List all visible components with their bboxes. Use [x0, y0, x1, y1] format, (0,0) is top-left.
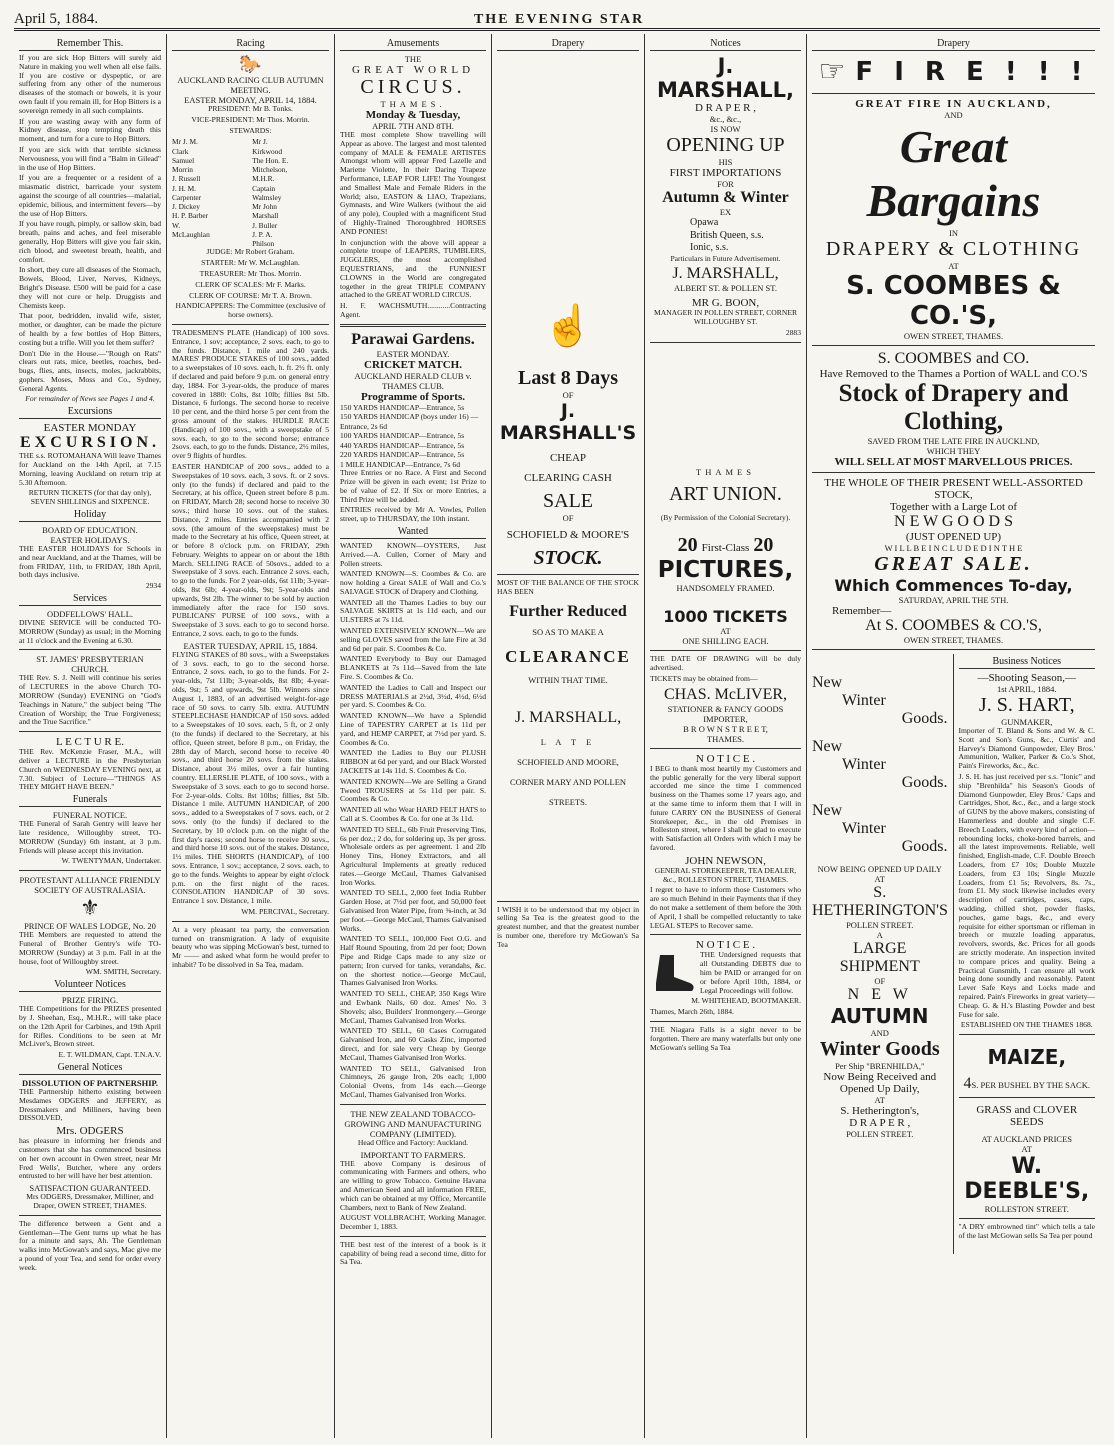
list-item: WANTED KNOWN—We are Selling a Grand Tweed TROUSERS at 5s 11d per pair. S. Coombes & Co. [340, 776, 486, 804]
list-item: H. P. Barber [172, 211, 209, 221]
headline: AUTUMN [830, 1004, 929, 1028]
boot-icon [650, 953, 696, 993]
headline: J. MARSHALL, [656, 54, 794, 102]
headline: AT [948, 261, 959, 271]
paragraph: MOST OF THE BALANCE OF THE STOCK HAS BEEN [497, 578, 639, 596]
headline: AT [874, 1095, 885, 1105]
headline: D R A P E R , [849, 1117, 911, 1129]
columns [14, 34, 1100, 1438]
headline: New [812, 674, 843, 691]
list-item: J. H. M. Carpenter [172, 183, 202, 202]
paragraph: In short, they cure all diseases of the Stomach, Bowels, Blood, Liver, Nerves, Kidneys, Bright's Disease. £500 will be paid for a case they will not cure or help. Druggists and Chemists keep. [19, 265, 161, 310]
headline: 20 [753, 534, 774, 557]
headline: SATURDAY, APRIL THE 5TH. [898, 595, 1009, 605]
section-heading: Funerals [19, 794, 161, 807]
headline: Great Bargains [866, 121, 1041, 226]
paragraph: If you are sick with that terrible sickness Nervousness, you will find a "Balm in Gilead" in the use of Hop Bitters. [19, 144, 161, 172]
headline: CIRCUS. [360, 76, 466, 98]
headline: SAVED FROM THE LATE FIRE IN AUCKLND, [867, 436, 1040, 446]
headline: AT [1021, 1144, 1032, 1155]
list-item: WANTED the Ladies to Buy our PLUSH RIBBON at 6d per yard, and our Black Worsted JACKETS at 14s 11d. S. Coombes & Co. [340, 748, 486, 776]
headline: THAMES. [706, 733, 745, 744]
headline: SALE [543, 490, 593, 512]
headline: GREAT WORLD [351, 64, 475, 76]
headline: AND [870, 1028, 889, 1038]
headline: WILL SELL AT MOST MARVELLOUS PRICES. [834, 456, 1073, 468]
paragraph: If you are sick Hop Bitters will surely aid Nature in making you well when all else fails. If you are costive or dyspeptic, or are suffering from any other of the numerous diseases of the stomach or bowels, it is your own fault if you remain ill, for Hop Bitters is a sovereign remedy in all such complaints. [19, 53, 161, 115]
headline: Winter [842, 820, 886, 837]
headline: Last 8 Days [517, 367, 618, 389]
list-item: 1 MILE HANDICAP—Entrance, 7s 6d [340, 459, 461, 469]
headline: AUCKLAND RACING CLUB AUTUMN MEETING. [177, 75, 324, 95]
paragraph: FLYING STAKES of 80 sovs., with a Sweepstakes of 3 sovs. each, to go to the second horse. Entrance, 2 sovs. each, to go to the funds. For 2-year-olds, 7st 11lb; 3-year-olds, 8st 8lb; 4-year-olds, 9st; 5 and upwards, 9st 5lb. Winners since August 1, 1883, of an advertised weight-for-age race of 50 sovs. to carry 5lb. extra. AUTUMN STEEPLECHASE HANDICAP of 150 sovs. added to a Sweepstakes of 10 sovs. each, 5 ft, or 2 only (to the funds) if declared to the Secretary, at his office, Queen street, before 8 p.m., on Friday, the 28th day of March, second horse to receive 40 sovs., and third horse 20 sovs. from the stakes. Distance, about 3½ miles, over a fair hunting country. ELLERSLIE PLATE, of 100 sovs., with a Sweepstake of 3 sovs. each to go to second horse. For 2-year-olds. Colts. 8st 10lbs; fillies, 8st 5lb. Distance 1 mile. AUTUMN HANDICAP, of 200 sovs., added to a Sweepstakes of 7 sovs. each, or 2 sovs. only (to the funds) if declared to the Secretary, by 10 o'clock p.m. on the night of the first day's races; second horse to receive 30 sovs., and third horse 10 sovs. out of the stakes. Distance, 1½ miles. THE SHORTS (HANDICAP), of 100 sovs. Entrance, 1 sov.; acceptance, 2 sovs. each, to go to the funds. Weights to appear by eight o'clock p.m. on the first night of the races. CONSOLATION HANDICAP of 30 sovs. Entrance 1 sov. Distance, 1 mile. [172, 649, 329, 906]
signature: Mrs ODGERS, Dressmaker, Milliner, and Draper, OWEN STREET, THAMES. [26, 1192, 154, 1210]
signature: M. WHITEHEAD, BOOTMAKER. [691, 996, 801, 1006]
headline: PROTESTANT ALLIANCE FRIENDLY SOCIETY OF AUSTRALASIA. [19, 875, 161, 896]
paragraph: JUDGE: Mr Robert Graham. [206, 247, 295, 257]
signature: H. F. WACHSMUTH............Contracting Agent. [340, 301, 486, 319]
headline: SCHOFIELD AND MOORE, [517, 756, 619, 767]
list-item: Samuel Morrin [172, 155, 195, 175]
headline: ART UNION. [669, 482, 782, 505]
paragraph: MANAGER IN POLLEN STREET, CORNER WILLOUGHBY ST. [653, 308, 798, 327]
headline: STOCK. [533, 547, 603, 569]
list-item: W. McLaughlan [172, 220, 210, 239]
paragraph: THE Competitions for the PRIZES presented by J. Sheehan, Esq., M.H.R., will take place on the 12th April for Carbines, and 19th April for Rifles. Conditions to be seen at Mr McLiver's, Brown street. [19, 1004, 161, 1049]
headline: ST. JAMES' PRESBYTERIAN CHURCH. [36, 654, 144, 675]
paragraph: HANDICAPPERS: The Committee (exclusive of horse owners). [175, 301, 326, 320]
masthead [14, 6, 1100, 31]
headline: EASTER MONDAY [43, 422, 137, 435]
bottom-split [812, 654, 1095, 1254]
headline: N E W G O O D S [894, 513, 1013, 530]
signature: WM. SMITH, Secretary. [85, 967, 161, 977]
paragraph: DIVINE SERVICE will be conducted TO-MORROW (Sunday) as usual; in the Morning at 11 o'clock and the Evening at 6.30. [19, 618, 161, 645]
signature: W. TWENTYMAN, Undertaker. [61, 856, 161, 866]
headline: J. S. HART, [978, 694, 1075, 716]
list-item: Captain Walmsley [252, 183, 282, 202]
headline: FUNERAL NOTICE. [52, 810, 128, 821]
headline: AND [944, 110, 963, 120]
sports-list [340, 403, 486, 469]
headline: PICTURES, [657, 557, 794, 584]
paragraph: THE Members are requested to attend the Funeral of Brother Gentry's wife TO-MORROW (Sunday) at 3 p.m. Fall in at the house, foot of Willoughby street. [19, 930, 161, 966]
list-item: WANTED all who Wear HARD FELT HATS to Call at S. Coombes & Co. for one at 3s 11d. [340, 805, 486, 824]
paragraph: In conjunction with the above will appear a complete troupe of LEAPERS, TUMBLERS, JUGGLERS, the most accomplished EQUESTRIANS, and the FUNNIEST CLOWNS in the World are congregated together in the great TRIPLE COMPANY attached to the GREAT WORLD CIRCUS. [340, 237, 486, 300]
list-item: WANTED TO SELL, 100,000 Feet O.G. and Half Round Spouting, from 2d per foot; Down Pipe and Ridge Caps made to any size or pattern; Iron curved for tanks, verandahs, &c. on the shortest notice.—George McCaul, Thames Galvanised Iron Works. [340, 934, 486, 988]
headline: S. PER BUSHEL BY THE SACK. [971, 1080, 1090, 1091]
headline: IN [949, 228, 958, 238]
headline: N E W [847, 986, 912, 1003]
list-item: WANTED TO SELL, 60 Cases Corrugated Galvanised Iron, and 60 Casks Zinc, imported direct, and for sale very Cheap by George McCaul, Thames Galvanised Iron Works. [340, 1026, 486, 1062]
stewards-list [172, 137, 329, 248]
stewards-left [172, 137, 249, 248]
headline: POLLEN STREET. [846, 1129, 914, 1139]
section-heading: Drapery [497, 38, 639, 51]
list-item: Mr John Marshall [252, 202, 279, 221]
paragraph: STARTER: Mr W. McLaughlan. [201, 258, 300, 268]
headline: DRAPERY & CLOTHING [825, 238, 1082, 260]
paragraph: CLERK OF COURSE: Mr T. A. Brown. [189, 290, 312, 300]
column-1 [14, 34, 167, 1438]
list-item: The Hon. E. Mitchelson, M.H.R. [252, 155, 289, 184]
headline: WHICH THEY [926, 446, 981, 456]
paragraph: TRADESMEN'S PLATE (Handicap) of 100 sovs. Entrance, 1 sov; acceptance, 2 sovs. each, to go to the funds. Distance, 1 mile and 240 yards. MARES' PRODUCE STAKES of 100 sovs., added to a sweepstakes of 10 sovs. each, h. ft. 2½ ft. only if declared and paid before 9 p.m. on general entry day, 1884. For 3-year-olds, the produce of mares covered in 1880: Colts, 8st 10lb; fillies 8st 5lb. Distance, 6 furlongs. The second horse to receive 10 per cent, and the third horse 5 per cent from the gross amount of the stakes. HURDLE RACE (Handicap) of 100 sovs., with a sweepstake of 5 sovs. each, to go to the second horse; entrance 2sovs. each, to go to the funds. Distance, 2½ miles, over 9 flights of hurdles. [172, 327, 329, 461]
horse-icon: 🐎 [239, 54, 262, 74]
paragraph: J. S. H. has just received per s.s. "Ionic" and ship "Brenhilda" his Season's Goods of Diamond Gunpowder, Eley Bros.' Caps and Cartridges, Shot, &c., &c., and a large stock of GUNS by the above makers, consisting of Hammerless and double and single C.F. Breech Loaders, with every kind of action—rebounding locks, choke-bored barrels, and all the latest improvements. Reliable, well finished, English-made, C.F. Double Breech Loaders, from £7 10s; Double Muzzle Loaders, from £3 10s; Single Muzzle Loaders, from £1 5s; Revolvers, 8s. 7s., from £1. My stock likewise includes every description of cartridges, cases, caps, wadding, chilled shot, powder flasks, pouches, game bags, &c., and every requisite for either sportsman or rifleman in breech or muzzle loading apparatus, revolvers, swords, &c. Prices for all goods are strictly moderate. An inspection invited to compare prices and quality. Being a Practical Gunsmith, I can ensure all work being done soundly and reasonably. Patent Lever Safe Keys and Locks made and repaired. Pain's Fireworks in great variety—Cheap. G. & H.'s Blasting Powder and best Fuse for sale. [958, 771, 1095, 1019]
headline: OWEN STREET, THAMES. [903, 635, 1004, 645]
headline: SCHOFIELD & MOORE'S [506, 529, 630, 541]
headline: J. MARSHALL'S [499, 400, 637, 444]
headline: GREAT FIRE IN AUCKLAND, [855, 98, 1052, 110]
paragraph: VICE-PRESIDENT: Mr Thos. Morrin. [191, 114, 310, 124]
headline: L E C T U R E. [56, 736, 124, 749]
signature: E. T. WILDMAN, Capt. T.N.A.V. [58, 1050, 161, 1060]
paragraph: Particulars in Future Advertisement. [670, 253, 781, 263]
paragraph: STEWARDS: [229, 125, 272, 135]
headline: 1000 TICKETS [663, 607, 788, 627]
list-item: Opawa [690, 217, 719, 228]
column-3 [335, 34, 492, 1438]
masthead-title: THE EVENING STAR [473, 12, 645, 27]
headline: GRASS and CLOVER [976, 1104, 1078, 1117]
paragraph: "A DRY embrowned tint" which tells a tale of the last McGowan sells Sa Tea per pound [958, 1222, 1095, 1240]
headline: Per Ship "BRENHILDA," [835, 1061, 925, 1071]
section-heading: Business Notices [959, 656, 1096, 669]
column-6 [807, 34, 1100, 1438]
section-heading: Amusements [340, 38, 486, 51]
headline: W. DEEBLE'S, [964, 1154, 1090, 1205]
headline: D R A P E R , [694, 102, 757, 114]
paragraph: THE Funeral of Sarah Gentry will leave her late residence, Willoughby street, TO-MORROW (Sunday) 6th instant, at 3 p.m. Friends will please accept this invitation. [19, 819, 161, 855]
section-heading: Racing [172, 38, 329, 51]
paragraph: Importer of T. Bland & Sons and W. & C. Scott and Son's Guns, &c., Curtis' and Harvey's Diamond Gunpowder, Eley Bros.' Ammunition, Walker, Parker & Co.'s Shot, Pain's Fireworks, &c., &c. [958, 726, 1095, 771]
headline: AT [720, 626, 731, 637]
headline: EXCURSION. [19, 434, 160, 452]
paragraph: THE Rev. McKenzie Fraser, M.A., will deliver a LECTURE in the Presbyterian Church on WEDNESDAY EVENING next, at 7.30. Subject of Lecture—"THINGS AS THEY MIGHT HAVE BEEN." [19, 747, 161, 792]
headline: BOARD OF EDUCATION. [42, 525, 138, 536]
section-heading: Holiday [19, 509, 161, 522]
headline: STATIONER & FANCY GOODS [667, 703, 784, 714]
list-item: Mr J. M. Clark [172, 137, 198, 156]
headline: 20 [677, 534, 698, 557]
headline: W I L L B E I N C L U D E D I N T H E [884, 543, 1023, 553]
section-heading: Services [19, 593, 161, 606]
section-heading: Wanted [340, 526, 486, 539]
headline: EASTER TUESDAY, APRIL 15, 1884. [183, 640, 318, 651]
headline: LARGE SHIPMENT [839, 940, 920, 975]
paragraph: THE EASTER HOLIDAYS for Schools in and near Auckland, and at the Thames, will be from FRIDAY, 11th, to FRIDAY, 18th April, both days inclusive. [19, 544, 161, 580]
headline: ODDFELLOWS' HALL. [46, 609, 134, 620]
list-item: WANTED all the Thames Ladies to buy our SALVAGE SKIRTS at 1s 11d each, and our ULSTERS at 7s 11d. [340, 597, 486, 625]
paragraph: THE above Company is desirous of communicating with Farmers and others, who are willing to grow Tobacco. Genuine Havana and American Seed and all information FREE, which can be obtained at my Office, Mercantile Chambers, next to Bank of New Zealand. [340, 1158, 486, 1212]
list-item: Ionic, s.s. [690, 242, 729, 253]
section-heading: Remember This. [19, 38, 161, 51]
headline: A [876, 930, 883, 940]
column-2 [167, 34, 335, 1438]
headline: MAIZE, [987, 1045, 1067, 1070]
headline: PRIZE FIRING. [61, 995, 119, 1006]
section-heading: General Notices [19, 1062, 161, 1075]
section-heading: Notices [650, 38, 801, 51]
headline: CORNER MARY AND POLLEN [509, 776, 627, 787]
list-item: J. Dickey [172, 202, 200, 212]
headline: Mrs. ODGERS [56, 1125, 124, 1138]
paragraph: THE s.s. ROTOMAHANA Will leave Thames for Auckland on the 14th April, at 7.15 Morning, leaving Auckland on return trip at 5.30 Afternoon. [19, 451, 161, 487]
column-5 [645, 34, 807, 1438]
headline: STREETS. [548, 796, 588, 807]
stewards-right [252, 137, 329, 248]
hetherington-ad [812, 654, 954, 1254]
paragraph: THE Rev. S. J. Neill will continue his series of LECTURES in the above Church TO-MORROW (Sunday) EVENING on "God's Teachings in Nature," the subject being "The Creation of Worship; the True Forgiveness; and the True Sacrifice." [19, 673, 161, 727]
headline: WITHIN THAT TIME. [528, 674, 608, 685]
paragraph: At a very pleasant tea party, the conversation turned on transmigration. A lady of exquisite beauty who was sipping McGowan's best, turned to Mr —— and asked what form he would prefer to inhabit? To be dissolved in Sa Tea, madam. [172, 924, 329, 969]
paragraph: I regret to have to inform those Customers who are so much Behind in their Payments that if they do not make a settlement of them before the 30th of April, I shall be compelled reluctantly to take LEGAL STEPS to Recover same. [650, 885, 801, 930]
list-item: 100 YARDS HANDICAP—Entrance, 5s [340, 431, 465, 441]
headline: Further Reduced [509, 602, 627, 620]
paragraph: THE DATE OF DRAWING will be duly advertised. [650, 654, 801, 673]
headline: S. HETHERINGTON'S [812, 884, 948, 919]
ships-list [650, 217, 801, 255]
list-item: WANTED TO SELL, CHEAP, 350 Kegs Wire and Ewbank Nails, 60 doz. Ames' No. 3 Shovels; also, Builders' Ironmongery.—George McCaul, Thames Galvanised Iron Works. [340, 989, 486, 1025]
headline: &c., &c., [709, 114, 742, 124]
pointing-hand-icon: ☝ [543, 303, 593, 348]
ad-number: 2883 [785, 327, 801, 337]
headline: Now Being Received and Opened Up Daily, [823, 1071, 937, 1095]
headline: Autumn & Winter [662, 189, 789, 206]
paragraph: EASTER HANDICAP of 200 sovs., added to a Sweepstakes of 10 sovs. each, 3 sovs. ft. or 2 sovs. only (to the funds) if declared and paid to the Secretary, at his office, Queen street before 8 p.m. on FRIDAY, March 28; second horse to receive 30 sovs.; third horse 10 sovs. out of the stakes. Distance, 2 miles. Entries accompanied with 2 sovs. (the amount of the sweepstakes) must be made to the Secretary at his office, Queen street, at or before 8 o'clock p.m. on FRIDAY, 29th February. Weights to appear on or about the 18th March. SELLING RACE of 50sovs., added to a Sweepstake of 3 sovs. each. Entrance 2 sovs. each, to go to the funds. For 2 year-olds, 6st 11lb; 3-year-olds, 8st 6lb; 4-year-olds, 9st; 5-year-olds and upwards, 9st 2lb. The winner to be sold by auction immediately after the race for 150 sovs. PUBLICANS' PURSE of 100 sovs., with a Sweepstake of 3 sovs. each to go to second horse. Entrance, 2 sovs. each, to go to the funds. [172, 461, 329, 639]
headline: B R O W N S T R E E T, [683, 723, 768, 734]
paragraph: If you are wasting away with any form of Kidney disease, stop tempting death this moment, and turn for a cure to Hop Bitters. [19, 116, 161, 144]
pointing-hand-icon: ☞ [818, 55, 846, 88]
headline: THE NEW ZEALAND TOBACCO-GROWING AND MANUFACTURING COMPANY (LIMITED). [344, 1108, 482, 1139]
headline: Winter Goods [819, 1038, 940, 1060]
headline: Have Removed to the Thames a Portion of WALL and CO.'S [819, 368, 1088, 380]
list-item: J. Russell [172, 174, 201, 184]
paragraph: THE Partnership hitherto existing between Mesdames ODGERS and JEFFERY, as Dressmakers and Milliners, having been DISSOLVED, [19, 1086, 161, 1123]
paragraph: If you are a frequenter or a resident of a miasmatic district, barricade your system against the scourge of all countries—malarial, epidemic, bilious, and intermittent fevers—by the use of Hop Bitters. [19, 173, 161, 218]
headline: OPENING UP [666, 134, 785, 156]
headline: Goods. [901, 710, 948, 727]
headline: AT [874, 874, 885, 884]
headline: HIS [718, 157, 733, 167]
headline: JOHN NEWSON, [685, 854, 766, 867]
list-item: British Queen, s.s. [690, 229, 764, 241]
paragraph: The difference between a Gent and a Gentleman—The Gent turns up what he has for a minute and says, Ah. The Gentleman walks into McGowan's and says, Mac give me a pound of your Tea, and send for order every week. [19, 1218, 161, 1272]
list-item: WANTED EXTENSIVELY KNOWN—We are selling GLOVES saved from the late Fire at 3d and 6d per pair. S. Coombes & Co. [340, 626, 486, 653]
list-item: WANTED TO SELL, Galvanised Iron Chimneys, 26 gauge Iron, 20s each; 1,000 Colonial Ovens, from 14s each.—George McCaul, Thames Galvanised Iron Works. [340, 1063, 486, 1099]
headline: OF [874, 976, 886, 986]
headline: GREAT SALE. [874, 553, 1033, 575]
list-item: 440 YARDS HANDICAP—Entrance, 5s [340, 440, 465, 450]
paragraph: ESTABLISHED ON THE THAMES 1868. [960, 1020, 1093, 1030]
headline: ROLLESTON STREET. [984, 1204, 1069, 1215]
headline: Winter [842, 756, 886, 773]
paragraph: PRESIDENT: Mr B. Tonks. [208, 104, 293, 113]
headline: EASTER MONDAY, APRIL 14, 1884. [184, 95, 317, 105]
crest-icon: ⚜ [80, 895, 100, 921]
headline: EX [719, 207, 732, 217]
headline: Winter [842, 692, 886, 709]
headline: IMPORTANT TO FARMERS. [360, 1149, 466, 1160]
headline: Remember— [832, 605, 892, 617]
headline: First-Class [701, 542, 750, 555]
headline: ALBERT ST. & POLLEN ST. [674, 283, 777, 294]
paragraph: Three Entries or no Race. A First and Second Prize will be given in each event; 1st Prize to be of value of £2. If Six or more Entries, a Third Prize will be added. [340, 468, 486, 504]
list-item: WANTED TO SELL, 2,000 feet India Rubber Garden Hose, at 7½d per foot, and 50,000 feet Galvanised Iron Water Pipe, from ⅜-inch, at 3d per foot.—George McCaul, Thames Galvanised Works. [340, 888, 486, 933]
list-item: J. P. A. Philson [252, 229, 275, 249]
headline: GUNMAKER, [1001, 717, 1053, 727]
ad-number: 2934 [145, 581, 161, 591]
headline: L A T E [540, 736, 596, 747]
headline: THAMES. [380, 99, 446, 109]
wanted-list [340, 542, 486, 1100]
paragraph: CLERK OF SCALES: Mr F. Marks. [195, 279, 306, 289]
paragraph: GENERAL STOREKEEPER, TEA DEALER, &c., ROLLESTON STREET, THAMES. [654, 865, 797, 884]
headline: SATISFACTION GUARANTEED. [29, 1183, 151, 1194]
list-item: J. Buller [252, 220, 278, 230]
headline: CHEAP [549, 452, 587, 464]
headline: EASTER HOLIDAYS. [50, 535, 130, 546]
headline: THE WHOLE OF THEIR PRESENT WELL-ASSORTED STOCK, [824, 477, 1083, 501]
headline: Programme of Sports. [361, 390, 465, 403]
paragraph: For remainder of News see Pages 1 and 4. [25, 394, 155, 404]
headline: POLLEN STREET. [846, 920, 914, 930]
list-item: WANTED KNOWN—S. Coombes & Co. are now holding a Great SALE of Wall and Co.'s SALVAGE STOCK of Drapery and Clothing. [340, 569, 486, 596]
headline: IMPORTER, [703, 713, 748, 724]
headline: N O T I C E . [695, 752, 756, 765]
paragraph: ENTRIES received by Mr A. Vowles, Pollen street, up to THURSDAY, the 10th instant. [340, 505, 486, 524]
business-notices [954, 654, 1096, 1254]
headline: J. MARSHALL, [514, 708, 622, 726]
signature: WM. PERCIVAL, Secretary. [241, 906, 329, 916]
paragraph: That poor, bedridden, invalid wife, sister, mother, or daughter, can be made the picture of health by a few bottles of Hop Bitters, costing but a trifle. Will you let them suffer? [19, 311, 161, 347]
headline: Goods. [901, 838, 948, 855]
headline: HANDSOMELY FRAMED. [676, 583, 775, 594]
headline: NOW BEING OPENED UP DAILY [817, 864, 942, 874]
paragraph: I WISH it to be understood that my object in selling Sa Tea is the greatest good to the greatest number, and that the greatest number is number one, therefore try McGowan's Sa Tea [497, 904, 639, 949]
headline: J. MARSHALL, [672, 265, 779, 283]
list-item: Mr J. Kirkwood [252, 137, 283, 156]
headline: Which Commences To-day, [834, 576, 1073, 595]
paragraph: TICKETS may be obtained from— [650, 674, 758, 684]
headline: MR G. BOON, [691, 297, 760, 310]
masthead-date: April 5, 1884. [14, 11, 99, 27]
list-item: WANTED KNOWN—We have a Splendid Line of TAPESTRY CARPET at 1s 11d per yard, and HEMP CARPET, at 7½d per yard. S. Coombes & Co. [340, 711, 486, 747]
headline: OF [562, 390, 574, 400]
list-item: WANTED TO SELL, 6lb Fruit Preserving Tins, 6s per doz.; 2 do, for soldering up, 3s per gross. Wholesale orders as per agreement. 1 and 2lb Honey Tins, Honey Extractors, and all Agricultural Implements at greatly reduced rates.—George McCaul, Thames Galvanised Iron Works. [340, 824, 486, 887]
list-item: 150 YARDS HANDICAP—Entrance, 5s [340, 402, 465, 412]
paragraph: Head Office and Factory: Auckland. [357, 1137, 469, 1147]
headline: OF [562, 513, 574, 523]
list-item: 220 YARDS HANDICAP—Entrance, 5s [340, 450, 465, 460]
paragraph: THE most complete Show travelling will Appear as above. The largest and most talented company of MALE & FEMALE ARTISTES Amongst whom will appear Fred Lazelle and Mariette Violette, In their Daring Trapeze Performance, LEAP FOR LIFE! The Youngest and Smallest Male and Female Riders in the World; also, EASTON & LIAO, Trapezians, Gymnasts, and Wire Walkers (without the aid of any pole), Coupled with a magnificent Stud of Highly-Trained Thoroughbred HORSES AND PONIES! [340, 130, 486, 236]
headline: CLEARING CASH [524, 472, 612, 484]
headline: FIRST IMPORTATIONS [669, 167, 782, 179]
paragraph: Don't Die in the House.—"Rough on Rats" clears out rats, mice, beetles, roaches, bed-bugs, flies, ants, insects, moles, jackrabbits, gophers. Moses, Moss and Co., Sydney, General Agents. [19, 348, 161, 393]
paragraph: THE best test of the interest of a book is it capability of being read a second time, ditto for Sa Tea. [340, 1239, 486, 1267]
paragraph: If you have rough, pimply, or sallow skin, bad breath, pains and aches, and feel miserable generally, Hop Bitters will give you fair skin, rich blood, and sweetest breath, health, and comfort. [19, 219, 161, 264]
headline: Parawai Gardens. [351, 330, 475, 348]
list-item: WANTED Everybody to Buy our Damaged BLANKETS at 7s 11d—Saved from the late Fire. S. Coombes & Co. [340, 654, 486, 682]
paragraph: has pleasure in informing her friends and customers that she has commenced business on her own account in Owen street, near Mr Fred Wells', Butcher, where any orders entrusted to her will have her best attention. [19, 1136, 161, 1181]
headline: F I R E ! ! ! [855, 56, 1089, 87]
headline: DISSOLUTION OF PARTNERSHIP. [21, 1077, 159, 1088]
headline: THAMES [696, 466, 755, 477]
headline: SO AS TO MAKE A [532, 626, 604, 637]
headline: Goods. [901, 774, 948, 791]
signature: AUGUST VOLLBRACHT, Working Manager. December 1, 1883. [340, 1213, 486, 1232]
paragraph: THE Undersigned requests that all Outstanding DEBTS due to him be PAID or arranged for on or before April 10th, 1884, or Legal Proceedings will follow. [700, 950, 801, 995]
paragraph: TREASURER: Mr Thos. Morrin. [199, 268, 302, 278]
section-heading: Excursions [19, 406, 161, 419]
headline: THE [404, 54, 422, 64]
list-item: 150 YARDS HANDICAP (boys under 16) —Entrance, 2s 6d [340, 412, 479, 431]
headline: (JUST OPENED UP) [905, 531, 1002, 543]
column-4 [492, 34, 645, 1438]
headline: Stock of Drapery and Clothing, [838, 380, 1069, 435]
headline: OWEN STREET, THAMES. [903, 331, 1004, 341]
headline: At S. COOMBES & CO.'S, [865, 617, 1042, 634]
headline: CRICKET MATCH. [364, 358, 462, 371]
headline: EASTER MONDAY. [376, 348, 450, 359]
section-heading: Volunteer Notices [19, 979, 161, 992]
headline: N O T I C E . [695, 939, 756, 952]
paragraph: I BEG to thank most heartily my Customers and the public generally for the very liberal support accorded me since the time I commenced business on the Thames some 17 years ago, and at the same time to inform them that I will in future CARRY ON the BUSINESS of General Storekeeper, &c., in the old Premises in Rolleston street, where I shall be glad to execute with Satisfaction all Orders with which I may be favored. [650, 763, 801, 853]
headline: APRIL 7TH AND 8TH. [372, 121, 454, 131]
headline: IS NOW [710, 124, 741, 134]
headline: 1st APRIL, 1884. [996, 684, 1057, 694]
headline: SEEDS [1009, 1116, 1044, 1129]
headline: —Shooting Season,— [977, 672, 1076, 684]
headline: S. COOMBES and CO. [877, 350, 1030, 367]
headline: 4 [963, 1075, 972, 1093]
headline: Monday & Tuesday, [365, 109, 461, 121]
section-heading: Drapery [812, 38, 1095, 51]
headline: CLEARANCE [505, 646, 631, 666]
headline: PRINCE OF WALES LODGE, No. 20 [24, 921, 156, 932]
headline: S. COOMBES & CO.'S, [846, 271, 1061, 331]
list-item: WANTED the Ladies to Call and Inspect our DRESS MATERIALS at 2½d, 3½d, 4½d, 6½d per yard. S. Coombes & Co. [340, 682, 486, 710]
list-item: WANTED KNOWN—OYSTERS, Just Arrived.—A. Cullen, Corner of Mary and Pollen streets. [340, 540, 486, 568]
headline: AT AUCKLAND PRICES [981, 1134, 1073, 1145]
headline: FOR [717, 179, 734, 189]
headline: New [812, 738, 843, 755]
paragraph: THE Niagara Falls is a sight never to be forgotten. There are many waterfalls but only one McGowan's selling Sa Tea [650, 1025, 801, 1052]
headline: ONE SHILLING EACH. [682, 636, 769, 647]
paragraph: Thames, March 26th, 1884. [650, 1007, 734, 1017]
headline: S. Hetherington's, [840, 1105, 920, 1117]
headline: CHAS. McLIVER, [663, 685, 788, 703]
headline: Together with a Large Lot of [889, 501, 1017, 513]
headline: AUCKLAND HERALD CLUB v. THAMES CLUB. [354, 370, 472, 391]
headline: New [812, 802, 843, 819]
paragraph: RETURN TICKETS (for that day only), SEVEN SHILLINGS and SIXPENCE. [28, 488, 152, 507]
paragraph: (By Permission of the Colonial Secretary). [660, 512, 791, 522]
